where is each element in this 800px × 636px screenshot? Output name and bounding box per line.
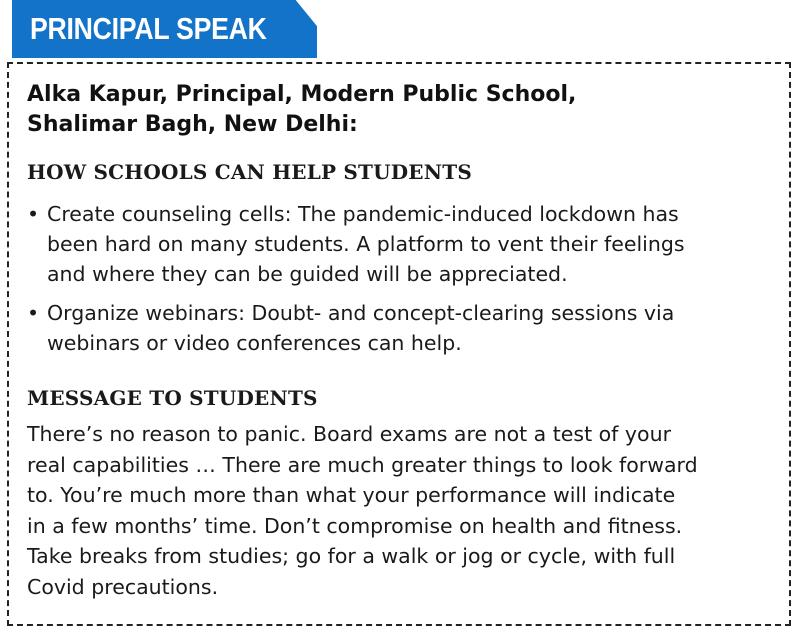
bullet-icon: •: [27, 301, 40, 325]
section-heading-help: HOW SCHOOLS CAN HELP STUDENTS: [27, 160, 472, 184]
speaker-attribution: [27, 80, 576, 140]
bullet-icon: •: [27, 202, 40, 226]
tab-title: PRINCIPAL SPEAK: [30, 11, 267, 46]
list-item-line: webinars or video conferences can help.: [47, 331, 462, 355]
message-body: [27, 419, 787, 602]
list-item: [27, 199, 777, 289]
section-heading-message: MESSAGE TO STUDENTS: [27, 386, 318, 410]
list-item-line: Create counseling cells: The pandemic-induced lockdown has: [47, 202, 679, 226]
speaker-line-1: Alka Kapur, Principal, Modern Public School,: [27, 82, 577, 107]
message-line: There’s no reason to panic. Board exams are not a test of your: [27, 422, 671, 446]
speaker-line-2: Shalimar Bagh, New Delhi:: [27, 112, 358, 137]
message-line: real capabilities … There are much greater things to look forward: [27, 452, 698, 477]
message-line: to. You’re much more than what your performance will indicate: [27, 483, 676, 507]
message-line: Take breaks from studies; go for a walk or jog or cycle, with full: [27, 544, 676, 568]
list-item: [27, 298, 777, 358]
help-list: [27, 199, 777, 367]
list-item-line: been hard on many students. A platform to vent their feelings: [47, 232, 685, 256]
message-line: in a few months’ time. Don’t compromise on health and fitness.: [27, 513, 683, 538]
message-line: Covid precautions.: [27, 574, 219, 599]
list-item-line: and where they can be guided will be appreciated.: [47, 262, 568, 286]
list-item-line: Organize webinars: Doubt- and concept-clearing sessions via: [47, 301, 675, 325]
